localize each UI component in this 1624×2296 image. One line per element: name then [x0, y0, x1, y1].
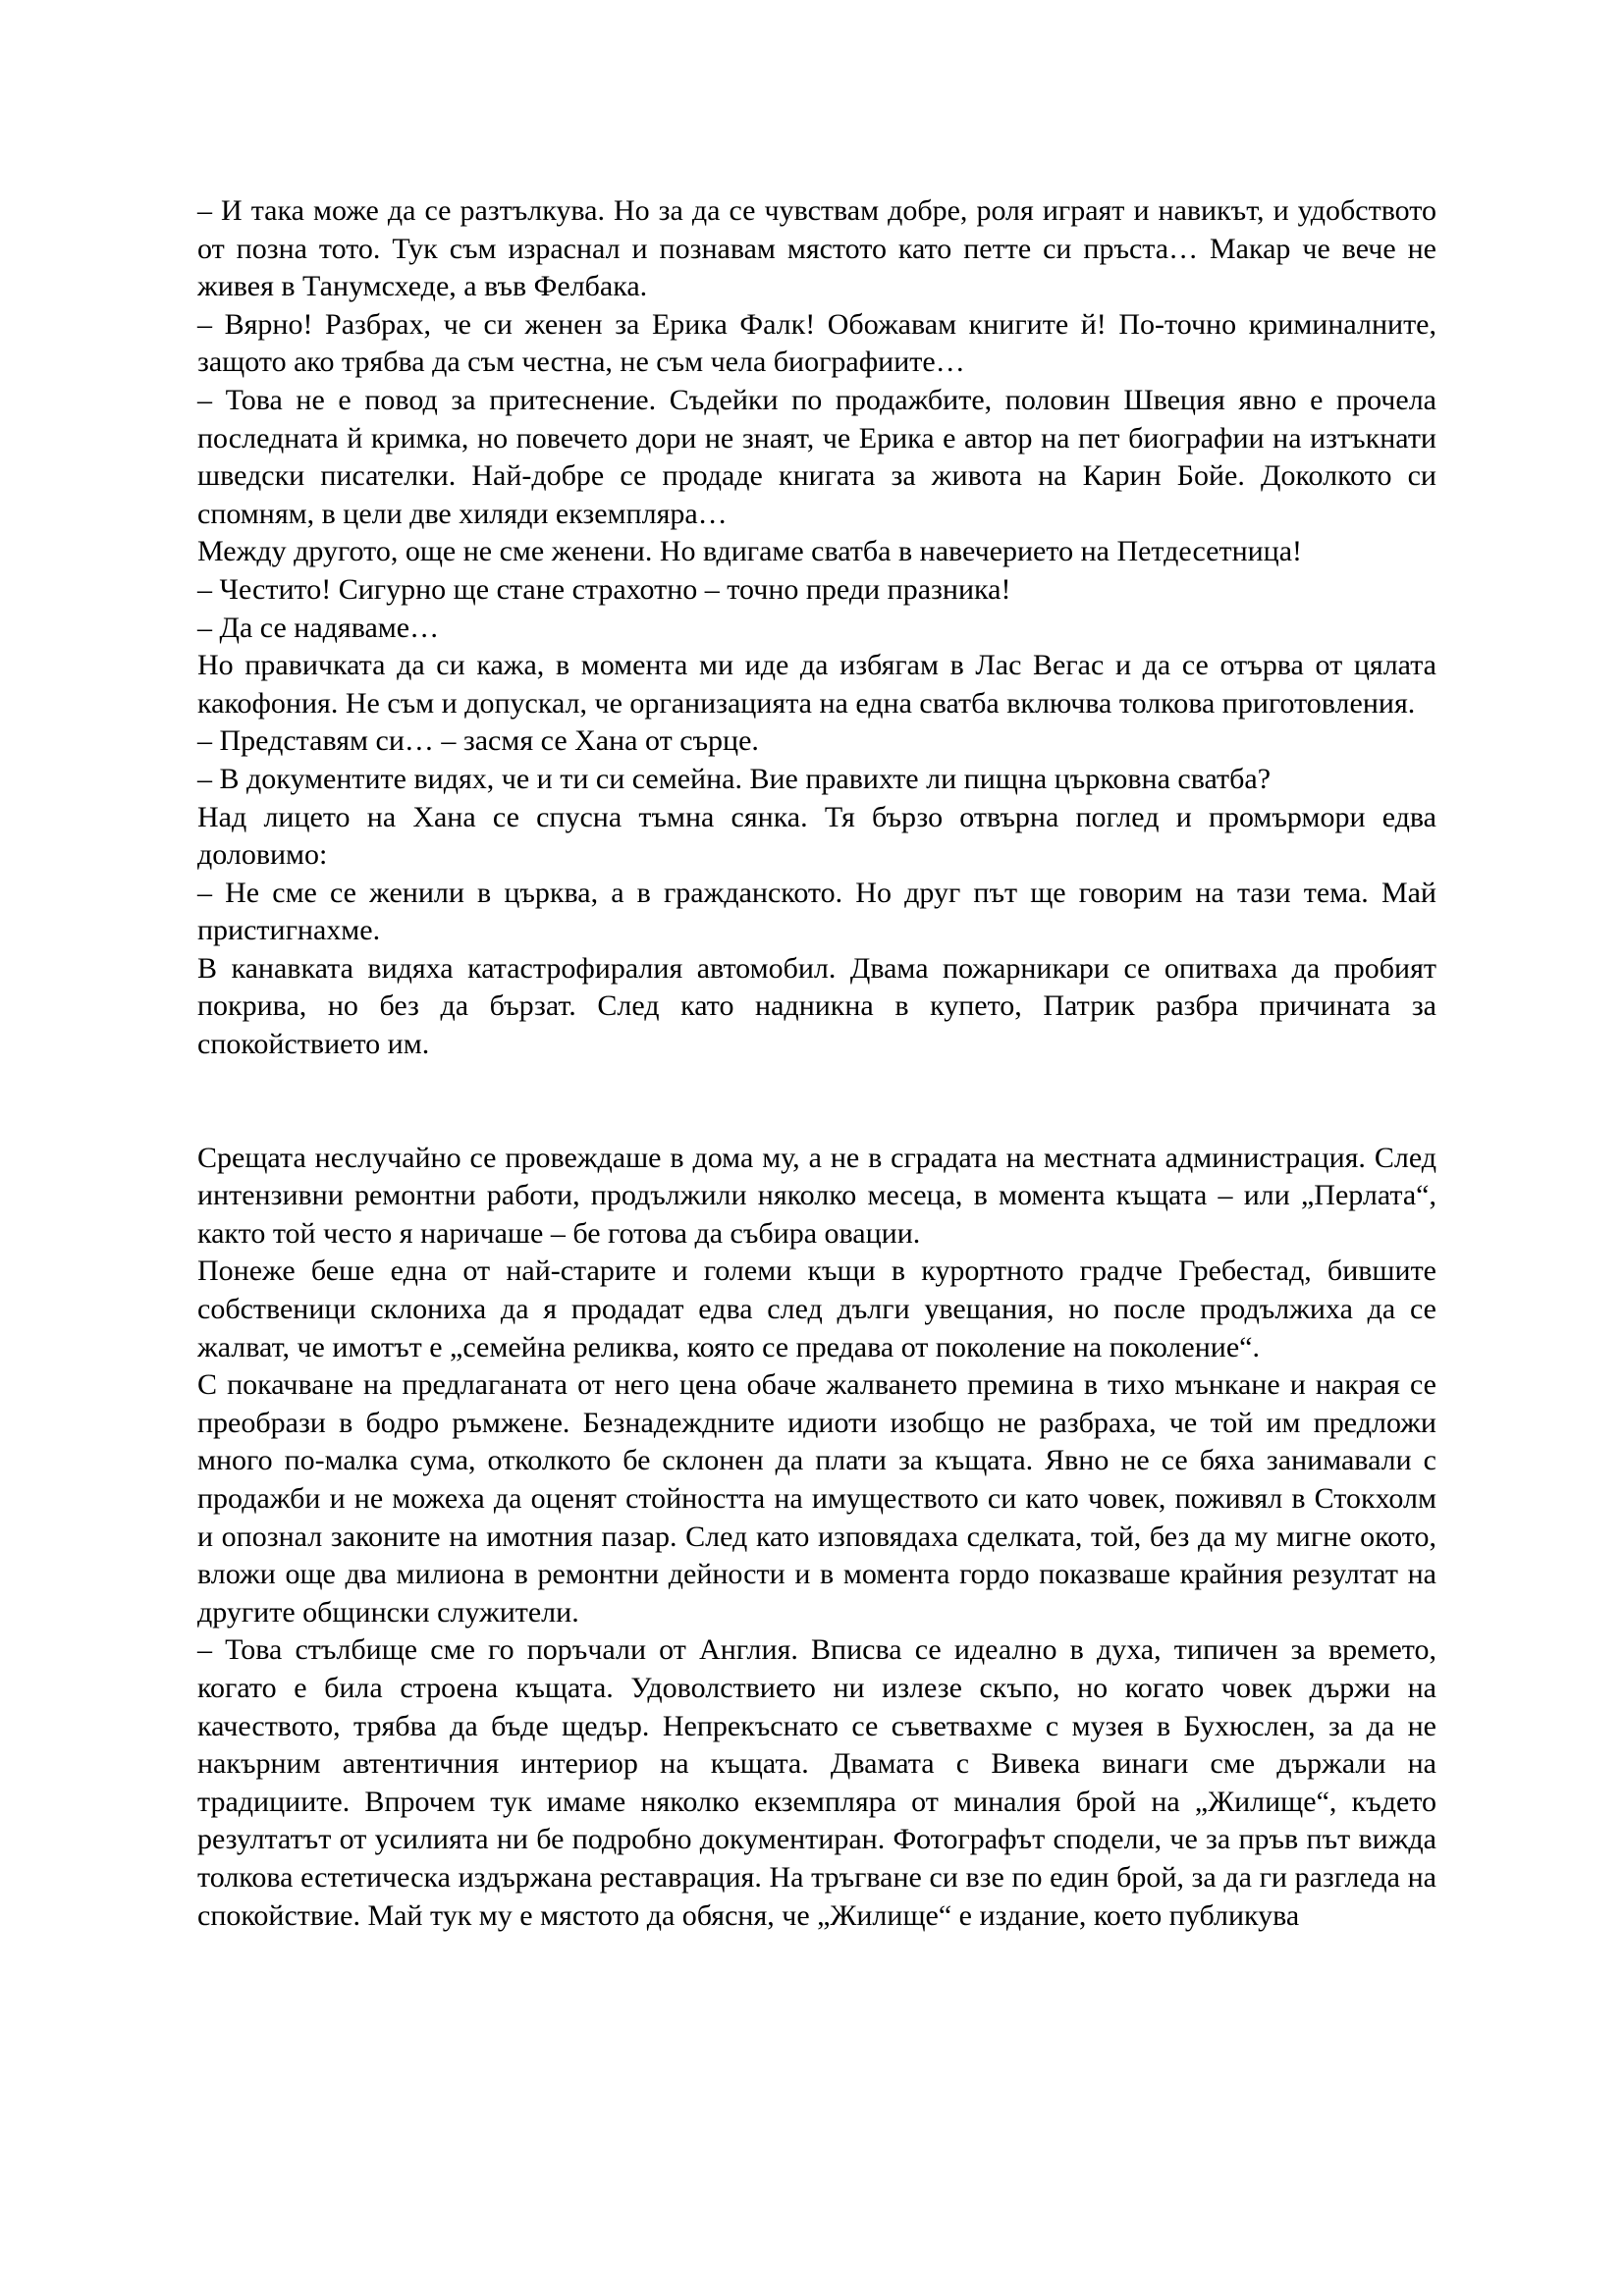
paragraph: – И така може да се разтълкува. Но за да се чувствам добре, роля играят и навикът, и удобството от позна тото. Тук съм израснал и познавам мястото като петте си пръста… Макар че вече не живея в Танумсхеде, а във Фелбака. [197, 194, 1436, 303]
paragraph: – Това стълбище сме го поръчали от Англия. Вписва се идеално в духа, типичен за времето, когато е била строена къщата. Удоволствието ни излезе скъпо, но когато човек държи на качеството, трябва да бъде щедър. Непрекъснато се съветвахме с музея в Бухюслен, за да не накърним автентичния интериор на къщата. Двамата с Вивека винаги сме държали на традициите. Впрочем тук имаме няколко екземпляра от миналия брой на „Жилище“, където резултатът от усилията ни бе подробно документиран. Фотографът сподели, че за пръв път вижда толкова естетическа издържана реставрация. На тръгване си взе по един брой, за да ги разгледа на спокойствие. Май тук му е мястото да обясня, че „Жилище“ е издание, което публикува [197, 1633, 1436, 1932]
section-break [197, 1064, 1436, 1140]
paragraph: Но правичката да си кажа, в момента ми иде да избягам в Лас Вегас и да се отърва от цялата какофония. Не съм и допускал, че организацията на една сватба включва толкова приготовления. [197, 649, 1436, 720]
paragraph: С покачване на предлаганата от него цена обаче жалването премина в тихо мънкане и накрая се преобрази в бодро ръмжене. Безнадеждните идиоти изобщо не разбраха, че той им предложи много по-малка сума, отколкото бе склонен да плати за къщата. Явно не се бяха занимавали с продажби и не можеха да оценят стойността на имуществото си като човек, поживял в Стокхолм и опознал законите на имотния пазар. След като изповядаха сделката, той, без да му мигне окото, вложи още два милиона в ремонтни дейности и в момента гордо показваше крайния резултат на другите общински служители. [197, 1368, 1436, 1629]
paragraph: – Вярно! Разбрах, че си женен за Ерика Фалк! Обожавам книгите й! По-точно криминалните, защото ако трябва да съм честна, не съм чела биографиите… [197, 307, 1436, 379]
paragraph: Над лицето на Хана се спусна тъмна сянка. Тя бързо отвърна поглед и промърмори едва доловимо: [197, 800, 1436, 872]
paragraph: – Не сме се женили в църква, а в гражданското. Но друг път ще говорим на тази тема. Май пристигнахме. [197, 876, 1436, 947]
paragraph: – Да се надяваме… [197, 611, 440, 644]
paragraph: – Това не е повод за притеснение. Съдейки по продажбите, половин Швеция явно е прочела последната й кримка, но повечето дори не знаят, че Ерика е автор на пет биографии на изтъкнати шведски писателки. Най-добре се продаде книгата за живота на Карин Бойе. Доколкото си спомням, в цели две хиляди екземпляра… [197, 383, 1436, 530]
paragraph: – Представям си… – засмя се Хана от сърце. [197, 724, 759, 758]
paragraph: Между другото, още не сме женени. Но вдигаме сватба в навечерието на Петдесетница! [197, 535, 1303, 568]
paragraph: Срещата неслучайно се провеждаше в дома му, а не в сградата на местната администрация. След интензивни ремонтни работи, продължили няколко месеца, в момента къщата – или „Перлата“, както той често я наричаше – бе готова да събира овации. [197, 1141, 1436, 1250]
paragraph: В канавката видяха катастрофиралия автомобил. Двама пожарникари се опитваха да пробият покрива, но без да бързат. След като надникна в купето, Патрик разбра причината за спокойствието им. [197, 951, 1436, 1061]
paragraph: Понеже беше една от най-старите и големи къщи в курортното градче Гребестад, бившите собственици склониха да я продадат едва след дълги увещания, но после продължиха да се жалват, че имотът е „семейна реликва, която се предава от поколение на поколение“. [197, 1255, 1436, 1363]
document-page [197, 192, 1436, 1935]
paragraph: – Честито! Сигурно ще стане страхотно – точно преди празника! [197, 572, 1011, 606]
paragraph: – В документите видях, че и ти си семейна. Вие правихте ли пищна църковна сватба? [197, 762, 1272, 795]
